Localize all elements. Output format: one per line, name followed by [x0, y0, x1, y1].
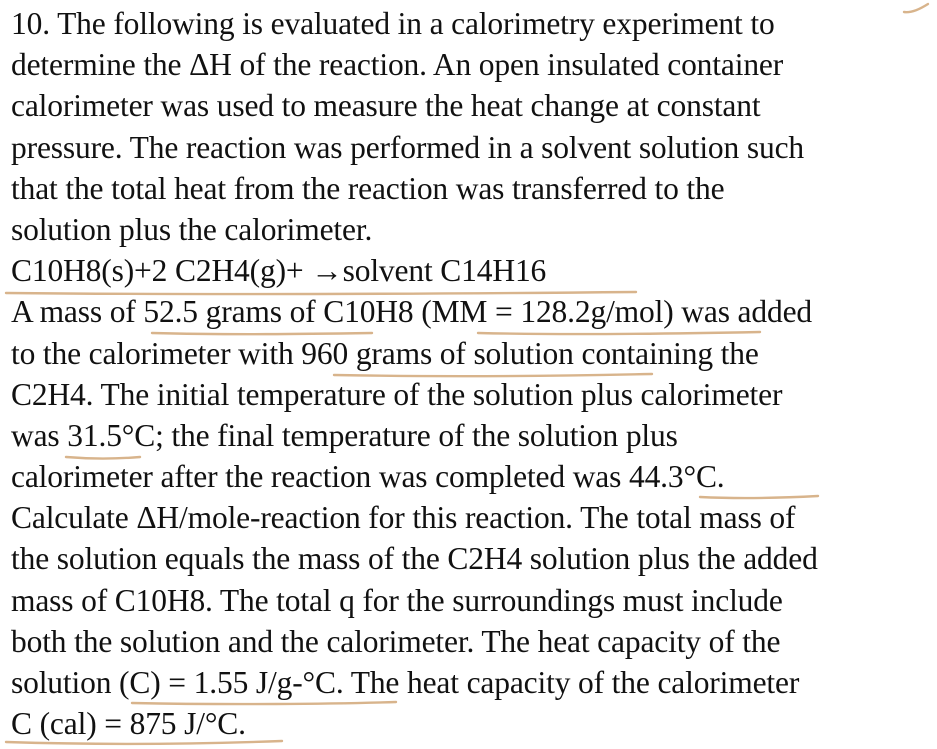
problem-line-11: was 31.5°C; the final temperature of the solution plus: [11, 417, 678, 453]
problem-line-16: both the solution and the calorimeter. The heat capacity of the: [11, 623, 781, 659]
problem-line-8: A mass of 52.5 grams of C10H8 (MM = 128.2g/mol) was added: [11, 294, 813, 330]
problem-line-5: that the total heat from the reaction was transferred to the: [11, 170, 725, 206]
problem-line-6: solution plus the calorimeter.: [11, 211, 373, 247]
problem-text: [11, 3, 931, 744]
problem-line-18: C (cal) = 875 J/°C.: [11, 706, 246, 742]
problem-line-14: the solution equals the mass of the C2H4 solution plus the added: [11, 541, 818, 577]
problem-line-2: determine the ΔH of the reaction. An open insulated container: [11, 47, 784, 83]
problem-line-4: pressure. The reaction was performed in a solvent solution such: [11, 129, 805, 165]
problem-line-15: mass of C10H8. The total q for the surroundings must include: [11, 582, 783, 618]
problem-line-1: 10. The following is evaluated in a calorimetry experiment to: [11, 6, 775, 41]
reaction-equation: C10H8(s)+2 C2H4(g)+ →solvent C14H16: [11, 253, 547, 289]
problem-line-3: calorimeter was used to measure the heat change at constant: [11, 88, 761, 124]
problem-line-13: Calculate ΔH/mole-reaction for this reaction. The total mass of: [11, 500, 796, 536]
problem-line-9: to the calorimeter with 960 grams of solution containing the: [11, 335, 759, 371]
problem-line-17: solution (C) = 1.55 J/g-°C. The heat capacity of the calorimeter: [11, 665, 800, 700]
problem-line-12: calorimeter after the reaction was completed was 44.3°C.: [11, 459, 725, 495]
problem-line-10: C2H4. The initial temperature of the solution plus calorimeter: [11, 376, 783, 412]
